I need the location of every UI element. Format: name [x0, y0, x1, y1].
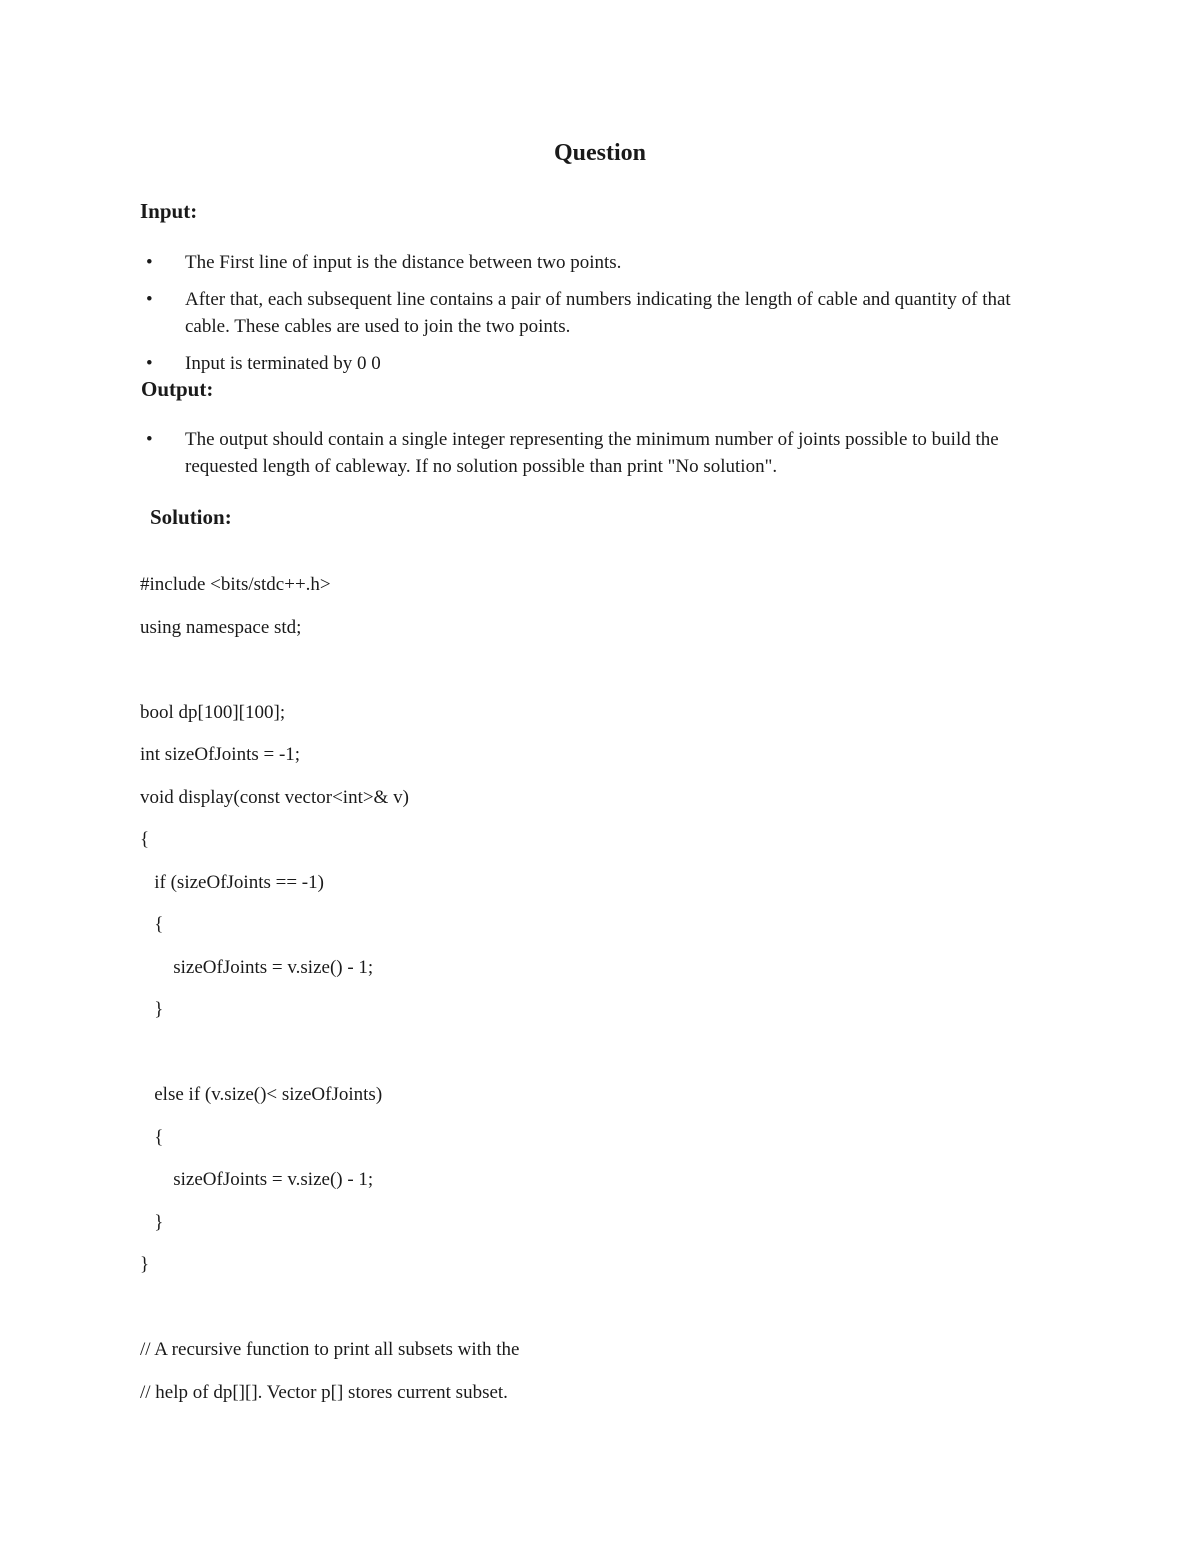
code-line: else if (v.size()< sizeOfJoints): [140, 1084, 383, 1105]
code-line: }: [140, 1254, 150, 1275]
code-line: }: [140, 999, 164, 1020]
input-bullet-list: [140, 249, 1060, 377]
code-line: sizeOfJoints = v.size() - 1;: [140, 1169, 374, 1190]
input-heading: Input:: [140, 199, 198, 223]
input-bullet: • After that, each subsequent line contains a pair of numbers indicating the length of cable and quantity of that cable. These cables are used to join the two points.: [140, 286, 1060, 340]
code-line: // A recursive function to print all subsets with the: [140, 1339, 520, 1360]
code-line: int sizeOfJoints = -1;: [140, 744, 301, 765]
code-line: sizeOfJoints = v.size() - 1;: [140, 956, 374, 978]
output-bullet: • The output should contain a single integer representing the minimum number of joints possible to build the requested length of cableway. If no solution possible than print "No solution".: [140, 426, 1060, 480]
code-line: #include <bits/stdc++.h>: [140, 574, 331, 595]
code-line: {: [140, 1126, 164, 1148]
code-line: void display(const vector<int>& v): [140, 786, 409, 808]
code-line: [140, 658, 519, 701]
output-bullet-list: [140, 426, 1060, 480]
code-line: {: [140, 914, 164, 935]
input-bullet: • The First line of input is the distance between two points.: [140, 249, 1060, 276]
code-line: {: [140, 829, 150, 850]
code-line: // help of dp[][]. Vector p[] stores current subset.: [140, 1381, 508, 1403]
input-bullet: • Input is terminated by 0 0: [140, 350, 1060, 377]
output-heading: Output:: [141, 377, 214, 401]
solution-heading: Solution:: [150, 505, 232, 529]
code-line: bool dp[100][100];: [140, 701, 286, 723]
page-title: Question: [553, 140, 646, 166]
code-line: if (sizeOfJoints == -1): [140, 871, 324, 893]
code-line: [140, 1296, 519, 1339]
code-line: }: [140, 1211, 164, 1233]
solution-code-block: [140, 573, 519, 1423]
code-line: using namespace std;: [140, 616, 302, 638]
code-line: [140, 1041, 519, 1084]
